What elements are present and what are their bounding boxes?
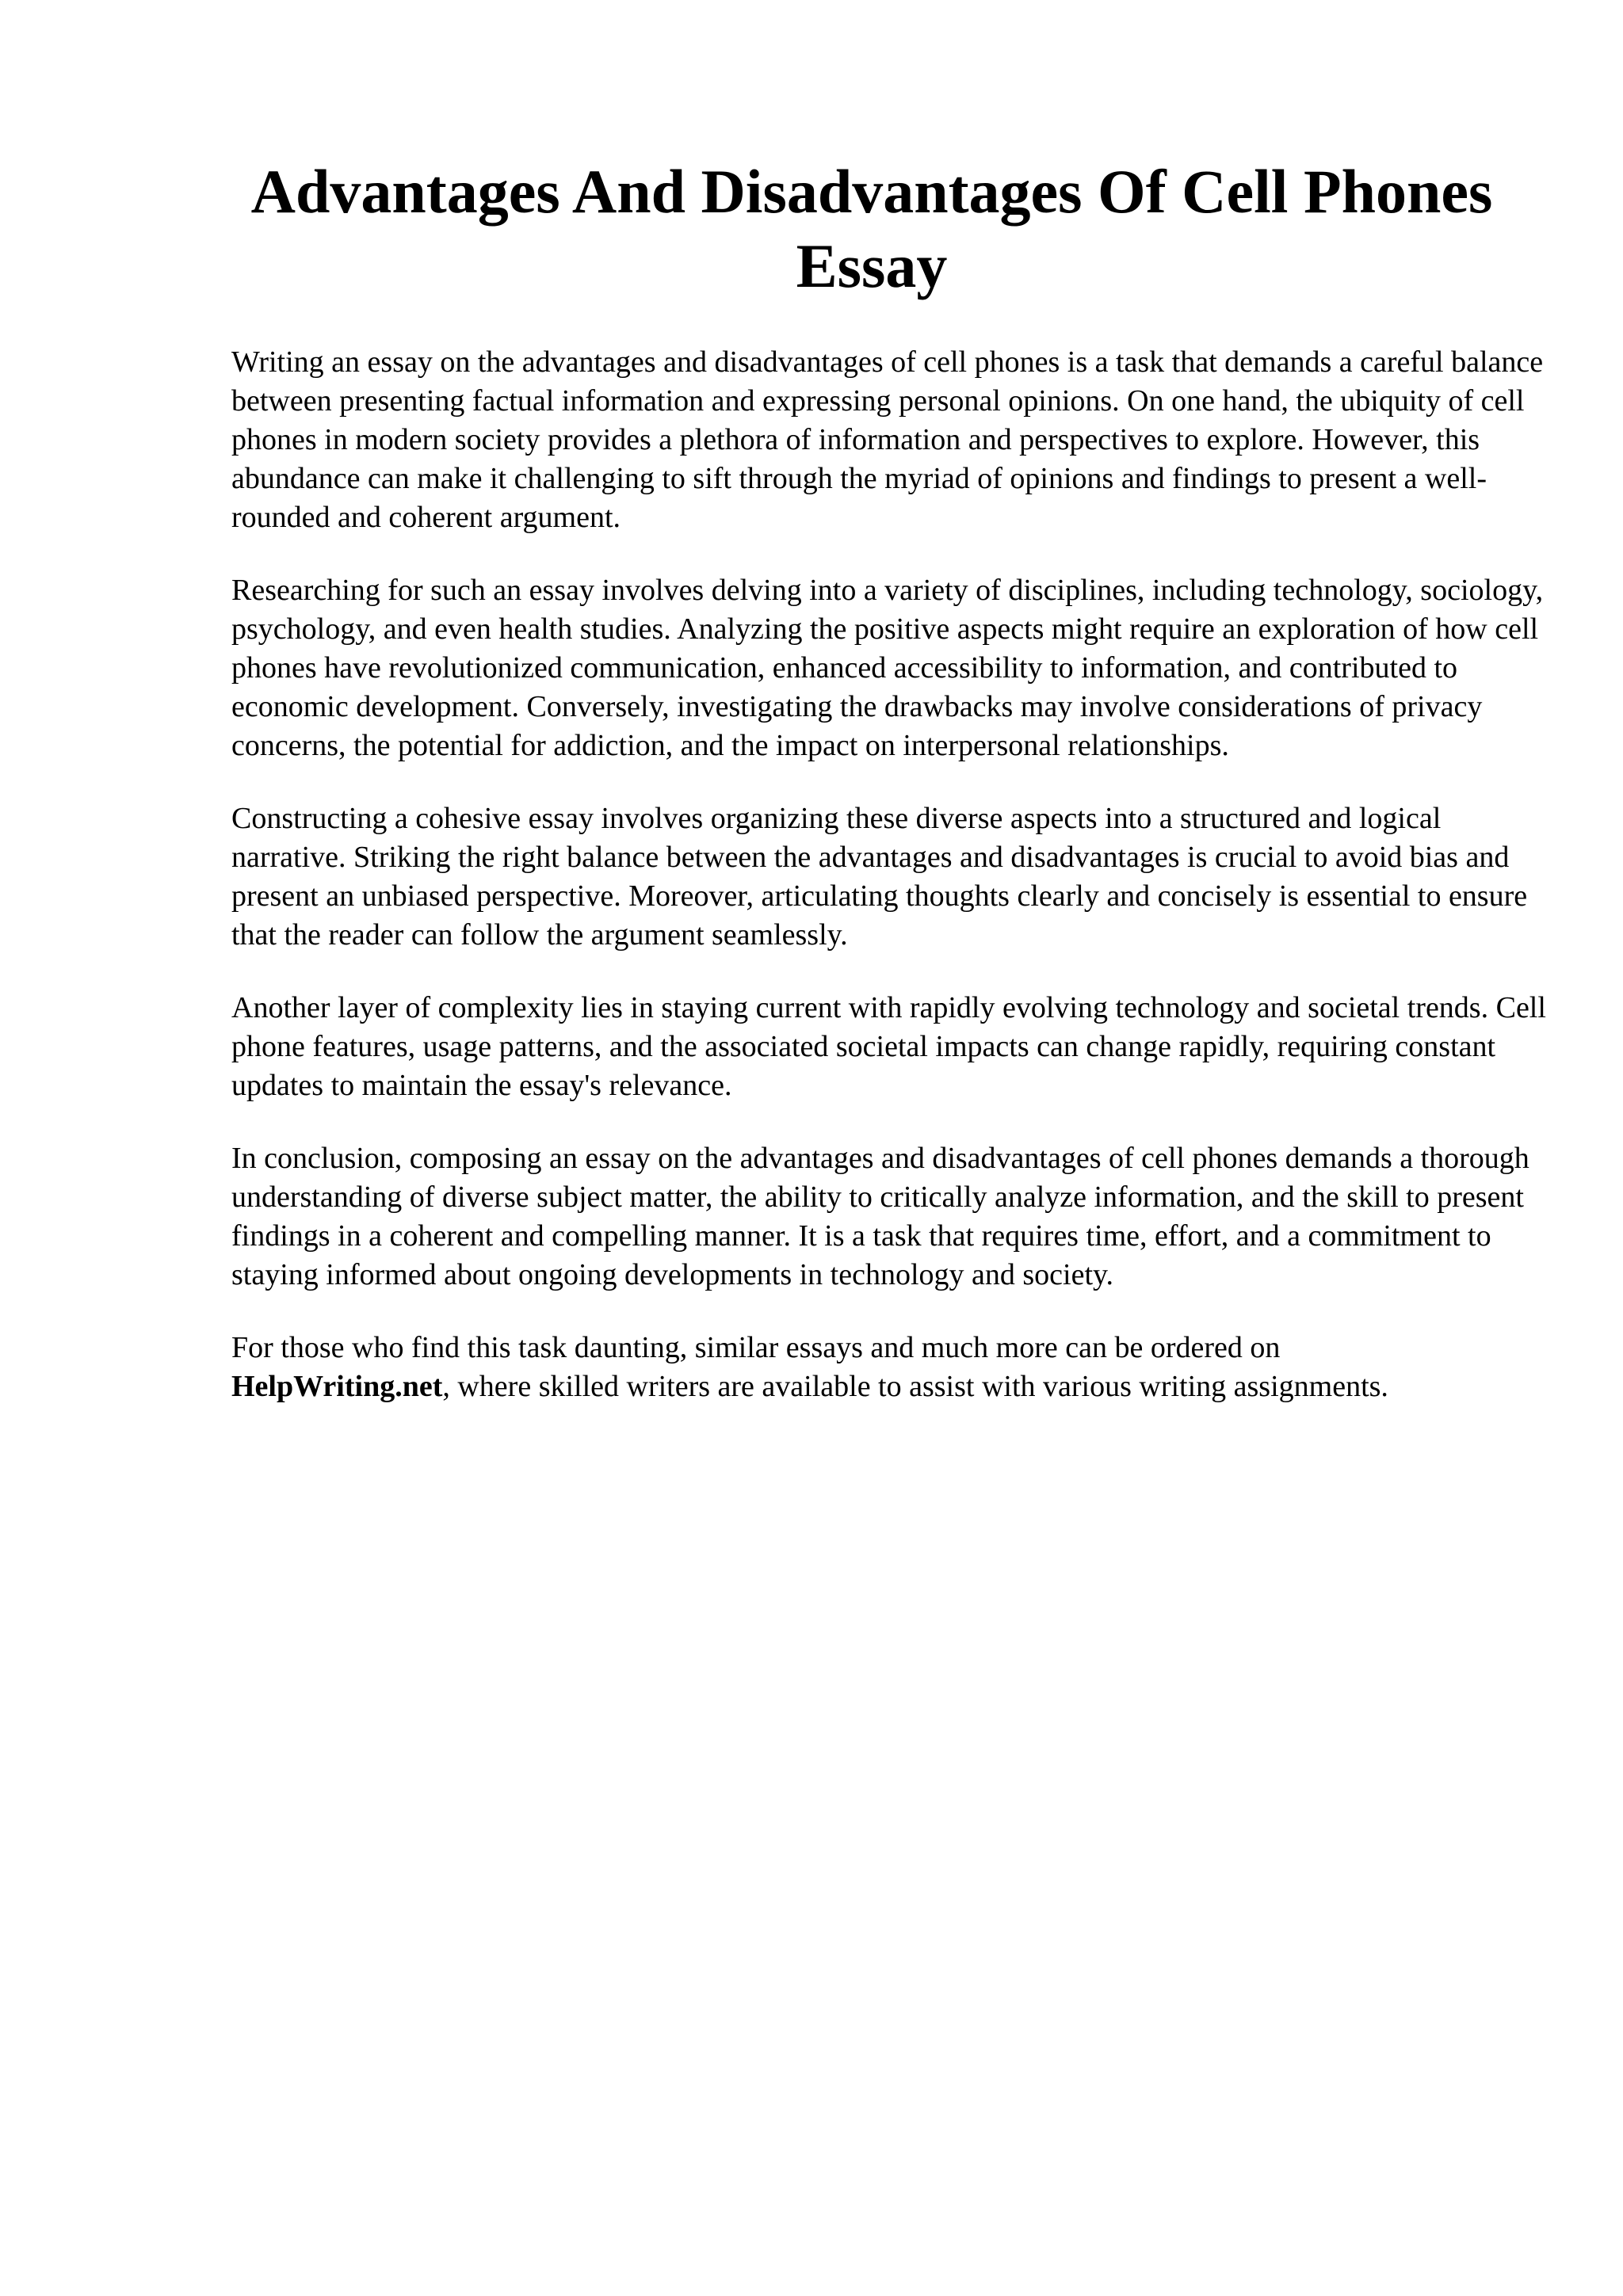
essay-body [231, 343, 1547, 1440]
paragraph-intro: Writing an essay on the advantages and disadvantages of cell phones is a task that demands a careful balance between presenting factual information and expressing personal opinions. On one hand, the ubiquity of cell phones in modern society provides a plethora of information and perspectives to explore. However, this abundance can make it challenging to sift through the myriad of opinions and findings to present a well-rounded and coherent argument. [231, 345, 1544, 534]
brand-link[interactable]: HelpWriting.net [231, 1370, 443, 1403]
page-title: Advantages And Disadvantages Of Cell Phones Essay [250, 157, 1493, 300]
paragraph-closing [231, 1329, 1547, 1406]
paragraph-complexity: Another layer of complexity lies in staying current with rapidly evolving technology and societal trends. Cell phone features, usage patterns, and the associated societal impacts can change rapidly, requiring constant updates to maintain the essay's relevance. [231, 991, 1546, 1102]
paragraph-research: Researching for such an essay involves delving into a variety of disciplines, including technology, sociology, psychology, and even health studies. Analyzing the positive aspects might require an exploration of how cell phones have revolutionized communication, enhanced accessibility to information, and contributed to economic development. Conversely, investigating the drawbacks may involve considerations of privacy concerns, the potential for addiction, and the impact on interpersonal relationships. [231, 574, 1544, 762]
closing-lead-text: For those who find this task daunting, similar essays and much more can be ordered on [231, 1331, 1281, 1364]
paragraph-conclusion: In conclusion, composing an essay on the advantages and disadvantages of cell phones demands a thorough understanding of diverse subject matter, the ability to critically analyze information, and the skill to present findings in a coherent and compelling manner. It is a task that requires time, effort, and a commitment to staying informed about ongoing developments in technology and society. [231, 1142, 1529, 1291]
closing-tail-text: , where skilled writers are available to assist with various writing assignments. [442, 1370, 1388, 1403]
paragraph-structure: Constructing a cohesive essay involves organizing these diverse aspects into a structured and logical narrative. Striking the right balance between the advantages and disadvantages is crucial to avoid bias and present an unbiased perspective. Moreover, articulating thoughts clearly and concisely is essential to ensure that the reader can follow the argument seamlessly. [231, 802, 1528, 952]
